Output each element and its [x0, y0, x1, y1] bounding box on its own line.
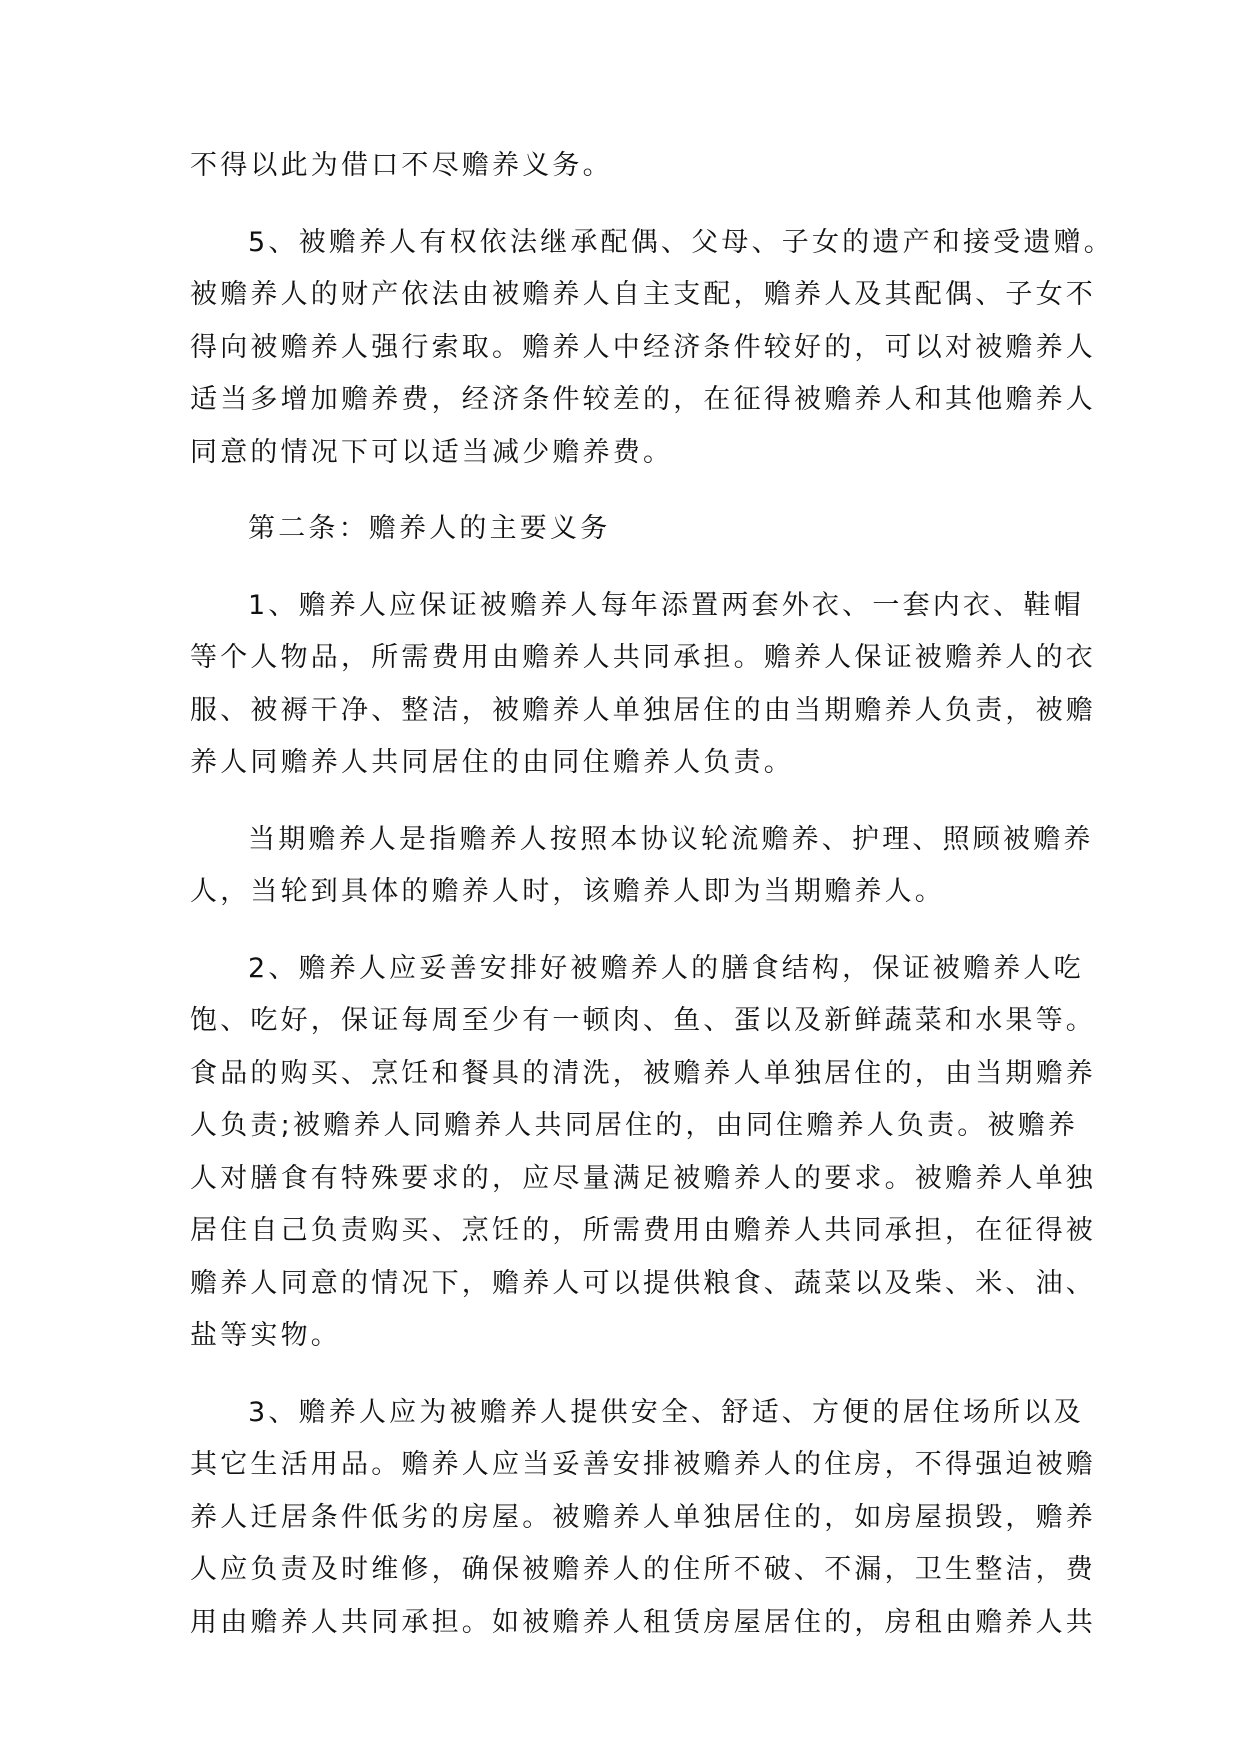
paragraph-continuation — [190, 140, 1070, 193]
text-line: 不得以此为借口不尽赡养义务。 — [190, 150, 613, 181]
text-line: 饱、吃好，保证每周至少有一顿肉、鱼、蛋以及新鲜蔬菜和水果等。 — [190, 1005, 1096, 1036]
text-line: 第二条：赡养人的主要义务 — [248, 513, 611, 544]
text-line: 人对膳食有特殊要求的，应尽量满足被赡养人的要求。被赡养人单独 — [190, 1162, 1096, 1194]
paragraph-definition — [190, 814, 1094, 919]
text-line: 居住自己负责购买、烹饪的，所需费用由赡养人共同承担，在征得被 — [190, 1215, 1096, 1246]
paragraph-item-1 — [190, 580, 1096, 790]
text-line: 养人同赡养人共同居住的由同住赡养人负责。 — [190, 747, 794, 778]
text-line: 适当多增加赡养费，经济条件较差的，在征得被赡养人和其他赡养人 — [190, 384, 1096, 415]
text-line: 5、被赡养人有权依法继承配偶、父母、子女的遗产和接受遗赠。 — [248, 226, 1114, 258]
text-line: 被赡养人的财产依法由被赡养人自主支配，赡养人及其配偶、子女不 — [190, 279, 1096, 310]
text-line: 3、赡养人应为被赡养人提供安全、舒适、方便的居住场所以及 — [248, 1396, 1084, 1428]
text-line: 2、赡养人应妥善安排好被赡养人的膳食结构，保证被赡养人吃 — [248, 952, 1084, 984]
text-line: 1、赡养人应保证被赡养人每年添置两套外衣、一套内衣、鞋帽 — [248, 589, 1084, 621]
text-line: 人应负责及时维修，确保被赡养人的住所不破、不漏，卫生整洁，费 — [190, 1554, 1096, 1585]
text-line: 同意的情况下可以适当减少赡养费。 — [190, 436, 674, 468]
text-line: 食品的购买、烹饪和餐具的清洗，被赡养人单独居住的，由当期赡养 — [190, 1057, 1096, 1089]
paragraph-item-5 — [190, 217, 1114, 480]
text-line: 养人迁居条件低劣的房屋。被赡养人单独居住的，如房屋损毁，赡养 — [190, 1501, 1096, 1533]
text-line: 服、被褥干净、整洁，被赡养人单独居住的由当期赡养人负责，被赡 — [190, 694, 1096, 726]
paragraph-item-2 — [190, 943, 1096, 1363]
text-line: 等个人物品，所需费用由赡养人共同承担。赡养人保证被赡养人的衣 — [190, 642, 1096, 673]
text-line: 人，当轮到具体的赡养人时，该赡养人即为当期赡养人。 — [190, 876, 945, 907]
text-line: 当期赡养人是指赡养人按照本协议轮流赡养、护理、照顾被赡养 — [248, 823, 1094, 855]
text-line: 盐等实物。 — [190, 1320, 341, 1351]
text-line: 赡养人同意的情况下，赡养人可以提供粮食、蔬菜以及柴、米、油、 — [190, 1267, 1096, 1299]
text-line: 得向被赡养人强行索取。赡养人中经济条件较好的，可以对被赡养人 — [190, 331, 1096, 363]
text-line: 人负责;被赡养人同赡养人共同居住的，由同住赡养人负责。被赡养 — [190, 1110, 1079, 1141]
paragraph-item-3 — [190, 1387, 1096, 1650]
section-heading-article-2 — [190, 503, 1070, 556]
text-line: 其它生活用品。赡养人应当妥善安排被赡养人的住房，不得强迫被赡 — [190, 1449, 1096, 1480]
body-text — [190, 140, 1114, 1649]
text-line: 用由赡养人共同承担。如被赡养人租赁房屋居住的，房租由赡养人共 — [190, 1606, 1096, 1638]
